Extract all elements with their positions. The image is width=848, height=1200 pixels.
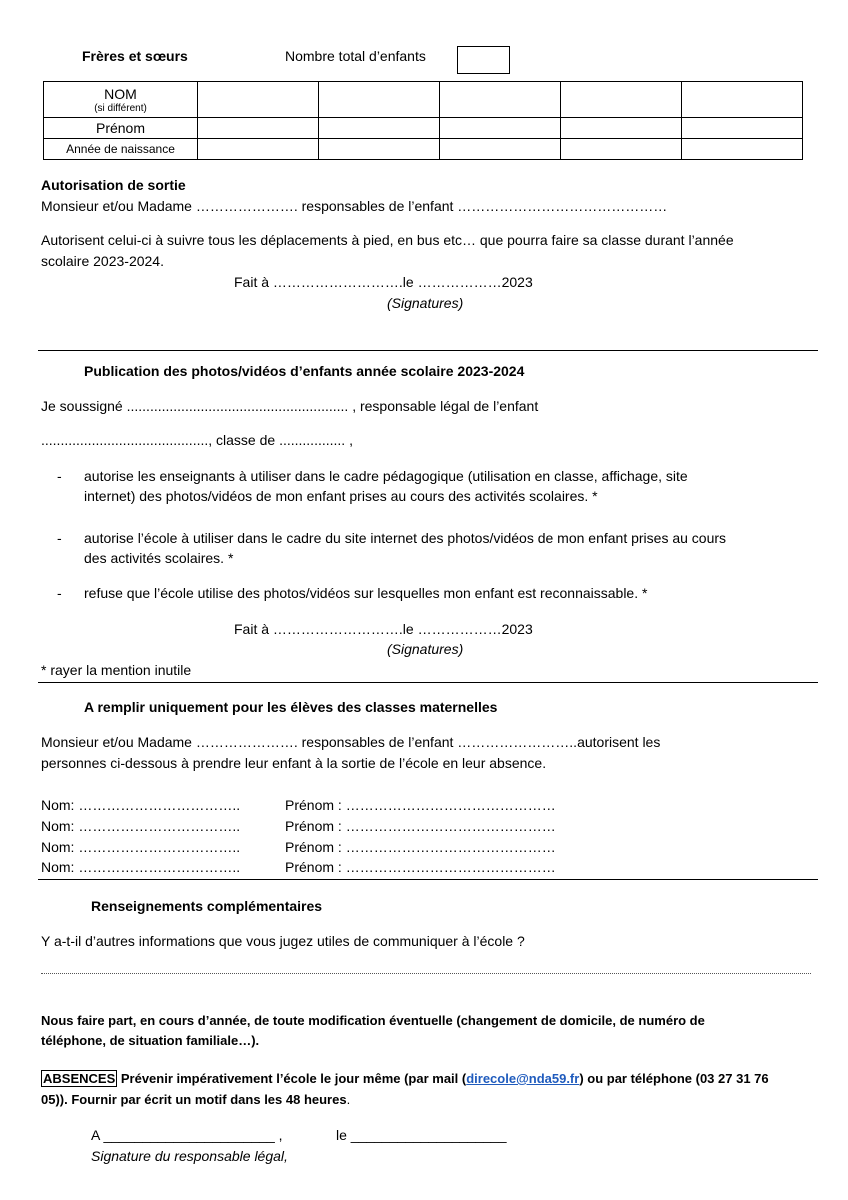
signature-date[interactable]: le ____________________	[336, 1127, 507, 1143]
photos-done-at: Fait à ……………………….le ………………2023	[234, 621, 533, 637]
exit-auth-signatures: (Signatures)	[387, 295, 464, 311]
signature-place[interactable]: A ______________________ ,	[91, 1127, 283, 1143]
photos-line2: ..........................................., classe de ................. ,	[41, 432, 353, 448]
answer-dotted-line[interactable]	[41, 973, 811, 974]
sibling-cell[interactable]	[319, 139, 440, 160]
person-prenom: Prénom : ………………………………………	[285, 859, 556, 875]
divider	[38, 350, 818, 351]
person-nom: Nom: ……………………………..	[41, 839, 241, 855]
photos-item2-line2: des activités scolaires. *	[84, 550, 234, 566]
kindergarten-line1: Monsieur et/ou Madame …………………. responsables de l’enfant ……………………..autorisent les	[41, 734, 661, 750]
kindergarten-line2: personnes ci-dessous à prendre leur enfant à la sortie de l’école en leur absence.	[41, 755, 547, 771]
absences-tag: ABSENCES	[43, 1071, 116, 1086]
exit-auth-line3: scolaire 2023-2024.	[41, 253, 164, 269]
email-link[interactable]: direcole@nda59.fr	[466, 1071, 580, 1086]
row-label-nom	[44, 82, 198, 118]
absences-text-before: Prévenir impérativement l’école le jour même (par mail (	[117, 1071, 467, 1086]
signature-label: Signature du responsable légal,	[91, 1148, 288, 1164]
photos-footnote: * rayer la mention inutile	[41, 662, 192, 678]
photos-item1-line2: internet) des photos/vidéos de mon enfant prises au cours des activités scolaires. *	[84, 488, 598, 504]
sibling-cell[interactable]	[682, 118, 803, 139]
photos-signatures: (Signatures)	[387, 641, 464, 657]
sibling-cell[interactable]	[440, 139, 561, 160]
bullet-dash: -	[57, 585, 62, 601]
absences-line2-end: .	[346, 1092, 351, 1107]
row-label-birth-year: Année de naissance	[44, 139, 198, 160]
exit-auth-done-at: Fait à ……………………….le ………………2023	[234, 274, 533, 290]
sibling-cell[interactable]	[198, 82, 319, 118]
siblings-table	[43, 81, 803, 160]
sibling-cell[interactable]	[561, 118, 682, 139]
photos-item2-line1: autorise l’école à utiliser dans le cadre du site internet des photos/vidéos de mon enfant prises au cours	[84, 530, 727, 546]
sibling-cell[interactable]	[561, 139, 682, 160]
sibling-cell[interactable]	[561, 82, 682, 118]
person-nom: Nom: ……………………………..	[41, 818, 241, 834]
exit-auth-line1: Monsieur et/ou Madame …………………. responsables de l’enfant ………………………………………	[41, 198, 668, 214]
person-prenom: Prénom : ………………………………………	[285, 797, 556, 813]
sibling-cell[interactable]	[440, 82, 561, 118]
table-row	[44, 139, 803, 160]
table-row	[44, 118, 803, 139]
notice-line1: Nous faire part, en cours d’année, de toute modification éventuelle (changement de domicile, de numéro de	[41, 1013, 705, 1028]
sibling-cell[interactable]	[319, 118, 440, 139]
photos-line1: Je soussigné ......................................................... , responsable légal de l’enfant	[41, 398, 539, 414]
sibling-cell[interactable]	[682, 139, 803, 160]
photos-item3-line1: refuse que l’école utilise des photos/vidéos sur lesquelles mon enfant est reconnaissable. *	[84, 585, 648, 601]
divider	[38, 879, 818, 880]
extra-heading: Renseignements complémentaires	[91, 898, 323, 914]
person-nom: Nom: ……………………………..	[41, 859, 241, 875]
absences-line2-wrap	[41, 1092, 350, 1107]
absences-line1	[41, 1071, 769, 1086]
exit-auth-line2: Autorisent celui-ci à suivre tous les déplacements à pied, en bus etc… que pourra faire sa classe durant l’année	[41, 232, 734, 248]
absences-line2: 05)). Fournir par écrit un motif dans les 48 heures	[41, 1092, 347, 1107]
person-nom: Nom: ……………………………..	[41, 797, 241, 813]
sibling-cell[interactable]	[198, 118, 319, 139]
exit-auth-heading: Autorisation de sortie	[41, 177, 186, 193]
kindergarten-heading: A remplir uniquement pour les élèves des classes maternelles	[84, 699, 498, 715]
row-label-prenom: Prénom	[44, 118, 198, 139]
sibling-cell[interactable]	[682, 82, 803, 118]
absences-text-after: ) ou par téléphone (03 27 31 76	[579, 1071, 769, 1086]
bullet-dash: -	[57, 530, 62, 546]
photos-item1-line1: autorise les enseignants à utiliser dans le cadre pédagogique (utilisation en classe, affichage, site	[84, 468, 688, 484]
person-prenom: Prénom : ………………………………………	[285, 818, 556, 834]
person-prenom: Prénom : ………………………………………	[285, 839, 556, 855]
sibling-cell[interactable]	[319, 82, 440, 118]
nom-label: NOM	[104, 85, 137, 102]
bullet-dash: -	[57, 468, 62, 484]
photos-heading: Publication des photos/vidéos d’enfants année scolaire 2023-2024	[84, 363, 525, 379]
total-children-box[interactable]	[457, 46, 510, 74]
siblings-heading: Frères et sœurs	[82, 48, 188, 64]
sibling-cell[interactable]	[440, 118, 561, 139]
nom-sublabel: (si différent)	[94, 102, 147, 114]
total-children-label: Nombre total d’enfants	[285, 48, 426, 64]
table-row	[44, 82, 803, 118]
extra-question: Y a-t-il d’autres informations que vous jugez utiles de communiquer à l’école ?	[41, 933, 525, 949]
notice-line2: téléphone, de situation familiale…).	[41, 1033, 260, 1048]
divider	[38, 682, 818, 683]
sibling-cell[interactable]	[198, 139, 319, 160]
